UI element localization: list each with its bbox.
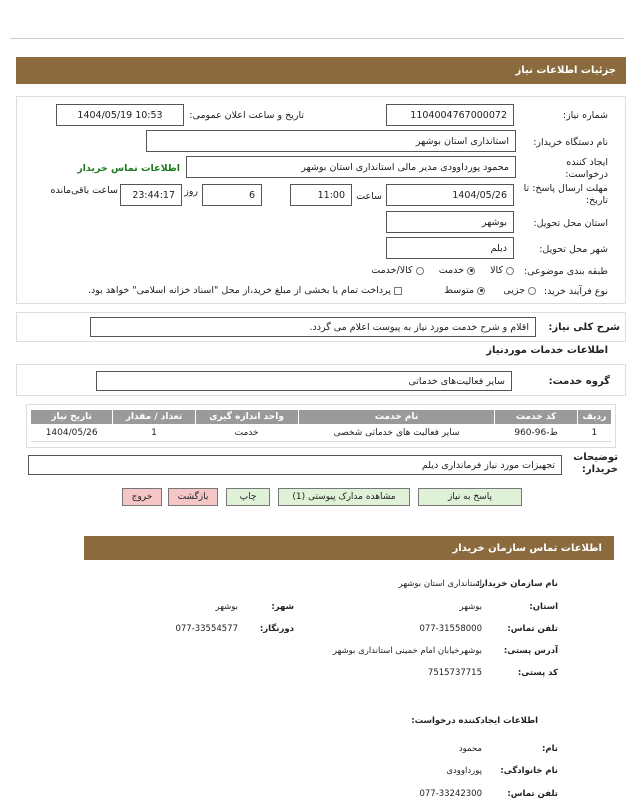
back-button[interactable]: بازگشت xyxy=(168,488,218,506)
cell-unit: خدمت xyxy=(195,425,298,442)
creator-family: پورداوودی xyxy=(446,766,482,776)
remaining-time-field: 23:44:17 xyxy=(120,184,182,206)
contact-title: اطلاعات تماس سازمان خریدار xyxy=(452,542,602,554)
contact-fax-label: دورنگار: xyxy=(259,624,294,634)
cell-qty: 1 xyxy=(113,425,195,442)
province-label: استان محل تحویل: xyxy=(533,218,608,229)
creator-phone: 077-33242300 xyxy=(419,789,482,799)
col-header-unit: واحد اندازه گیری xyxy=(195,410,298,425)
category-option-service[interactable]: خدمت xyxy=(439,265,475,276)
process-option-medium[interactable]: متوسط xyxy=(444,285,485,296)
contact-org: استانداری استان بوشهر xyxy=(398,579,482,589)
contact-org-label: نام سازمان خریدار: xyxy=(476,579,558,589)
creator-label: ایجاد کننده درخواست: xyxy=(565,157,608,180)
province-field[interactable]: بوشهر xyxy=(386,211,514,233)
col-header-code: کد خدمت xyxy=(495,410,577,425)
contact-phone-label: تلفن تماس: xyxy=(507,624,558,634)
process-options xyxy=(444,285,536,296)
contact-province-label: استان: xyxy=(529,602,558,612)
contact-province: بوشهر xyxy=(459,602,482,612)
services-title: اطلاعات خدمات موردنیاز xyxy=(486,345,608,356)
contact-postal: 7515737715 xyxy=(427,668,482,678)
service-group-field[interactable]: سایر فعالیت‌های خدماتی xyxy=(96,371,512,391)
print-button[interactable]: چاپ xyxy=(226,488,270,506)
category-option-goods[interactable]: کالا xyxy=(490,265,514,276)
announce-label: تاریخ و ساعت اعلان عمومی: xyxy=(189,110,304,121)
creator-name-label: نام: xyxy=(541,744,558,754)
buyer-notes-label: توضیحات خریدار: xyxy=(573,452,618,475)
contact-city: بوشهر xyxy=(215,602,238,612)
creator-field[interactable]: محمود پورداوودی مدیر مالی استانداری استان بوشهر xyxy=(186,156,516,178)
top-rule xyxy=(10,38,624,39)
table-row[interactable] xyxy=(31,425,612,442)
creator-phone-label: تلفن تماس: xyxy=(507,789,558,799)
contact-city-label: شهر: xyxy=(271,602,294,612)
checkbox-icon[interactable] xyxy=(394,287,402,295)
buyer-notes-field[interactable]: تجهیزات مورد نیاز فرمانداری دیلم xyxy=(28,455,562,475)
time-label: ساعت xyxy=(356,191,382,202)
days-label: روز xyxy=(184,186,198,197)
announce-field[interactable]: 1404/05/19 10:53 xyxy=(56,104,184,126)
need-number-field[interactable]: 1104004767000072 xyxy=(386,104,514,126)
deadline-time-field[interactable]: 11:00 xyxy=(290,184,352,206)
page-title: جزئیات اطلاعات نیاز xyxy=(515,65,616,76)
contact-phone: 077-31558000 xyxy=(419,624,482,634)
page-title-bar xyxy=(16,57,626,84)
radio-icon xyxy=(528,287,536,295)
col-header-date: تاریخ نیاز xyxy=(31,410,113,425)
contact-title-bar xyxy=(84,536,614,560)
deadline-date-field[interactable]: 1404/05/26 xyxy=(386,184,514,206)
category-label: طبقه بندی موضوعی: xyxy=(523,266,608,277)
buyer-org-field[interactable]: استانداری استان بوشهر xyxy=(146,130,516,152)
contact-postal-label: کد پستی: xyxy=(517,668,558,678)
city-label: شهر محل تحویل: xyxy=(539,244,608,255)
process-label: نوع فرآیند خرید: xyxy=(543,286,608,297)
col-header-name: نام خدمت xyxy=(298,410,495,425)
category-options xyxy=(371,265,514,276)
radio-checked-icon xyxy=(467,267,475,275)
need-number-label: شماره نیاز: xyxy=(562,110,608,121)
cell-date: 1404/05/26 xyxy=(31,425,113,442)
table-header-row xyxy=(31,410,612,425)
creator-info-title: اطلاعات ایجادکننده درخواست: xyxy=(411,716,538,726)
reply-button[interactable]: پاسخ به نیاز xyxy=(418,488,522,506)
col-header-qty: تعداد / مقدار xyxy=(113,410,195,425)
radio-icon xyxy=(416,267,424,275)
buyer-contact-link[interactable]: اطلاعات تماس خریدار xyxy=(77,163,180,174)
category-option-both[interactable]: کالا/خدمت xyxy=(371,265,423,276)
exit-button[interactable]: خروج xyxy=(122,488,162,506)
contact-fax: 077-33554577 xyxy=(175,624,238,634)
remaining-label: ساعت باقی‌مانده xyxy=(50,185,118,196)
cell-code: ط-96-960 xyxy=(495,425,577,442)
process-option-minor[interactable]: جزیی xyxy=(503,285,536,296)
deadline-label: مهلت ارسال پاسخ: تا تاریخ: xyxy=(523,183,608,206)
service-group-label: گروه خدمت: xyxy=(548,376,610,387)
radio-checked-icon xyxy=(477,287,485,295)
buyer-org-label: نام دستگاه خریدار: xyxy=(533,137,608,148)
radio-icon xyxy=(506,267,514,275)
contact-address: بوشهرخیابان امام خمینی استانداری بوشهر xyxy=(332,646,482,656)
creator-name: محمود xyxy=(458,744,482,754)
cell-name: سایر فعالیت های خدماتی شخصی xyxy=(298,425,495,442)
creator-family-label: نام خانوادگی: xyxy=(500,766,558,776)
services-table xyxy=(30,409,612,442)
city-field[interactable]: دیلم xyxy=(386,237,514,259)
summary-field[interactable]: اقلام و شرح خدمت مورد نیاز به پیوست اعلام می گردد. xyxy=(90,317,536,337)
days-field[interactable]: 6 xyxy=(202,184,262,206)
contact-address-label: آدرس پستی: xyxy=(503,646,558,656)
attachments-button[interactable]: مشاهده مدارک پیوستی (1) xyxy=(278,488,410,506)
col-header-row-no: ردیف xyxy=(577,410,611,425)
summary-label: شرح کلی نیاز: xyxy=(548,322,620,333)
cell-row-no: 1 xyxy=(577,425,611,442)
payment-note: پرداخت تمام یا بخشی از مبلغ خرید،از محل "اسناد خزانه اسلامی" خواهد بود. xyxy=(88,285,402,296)
